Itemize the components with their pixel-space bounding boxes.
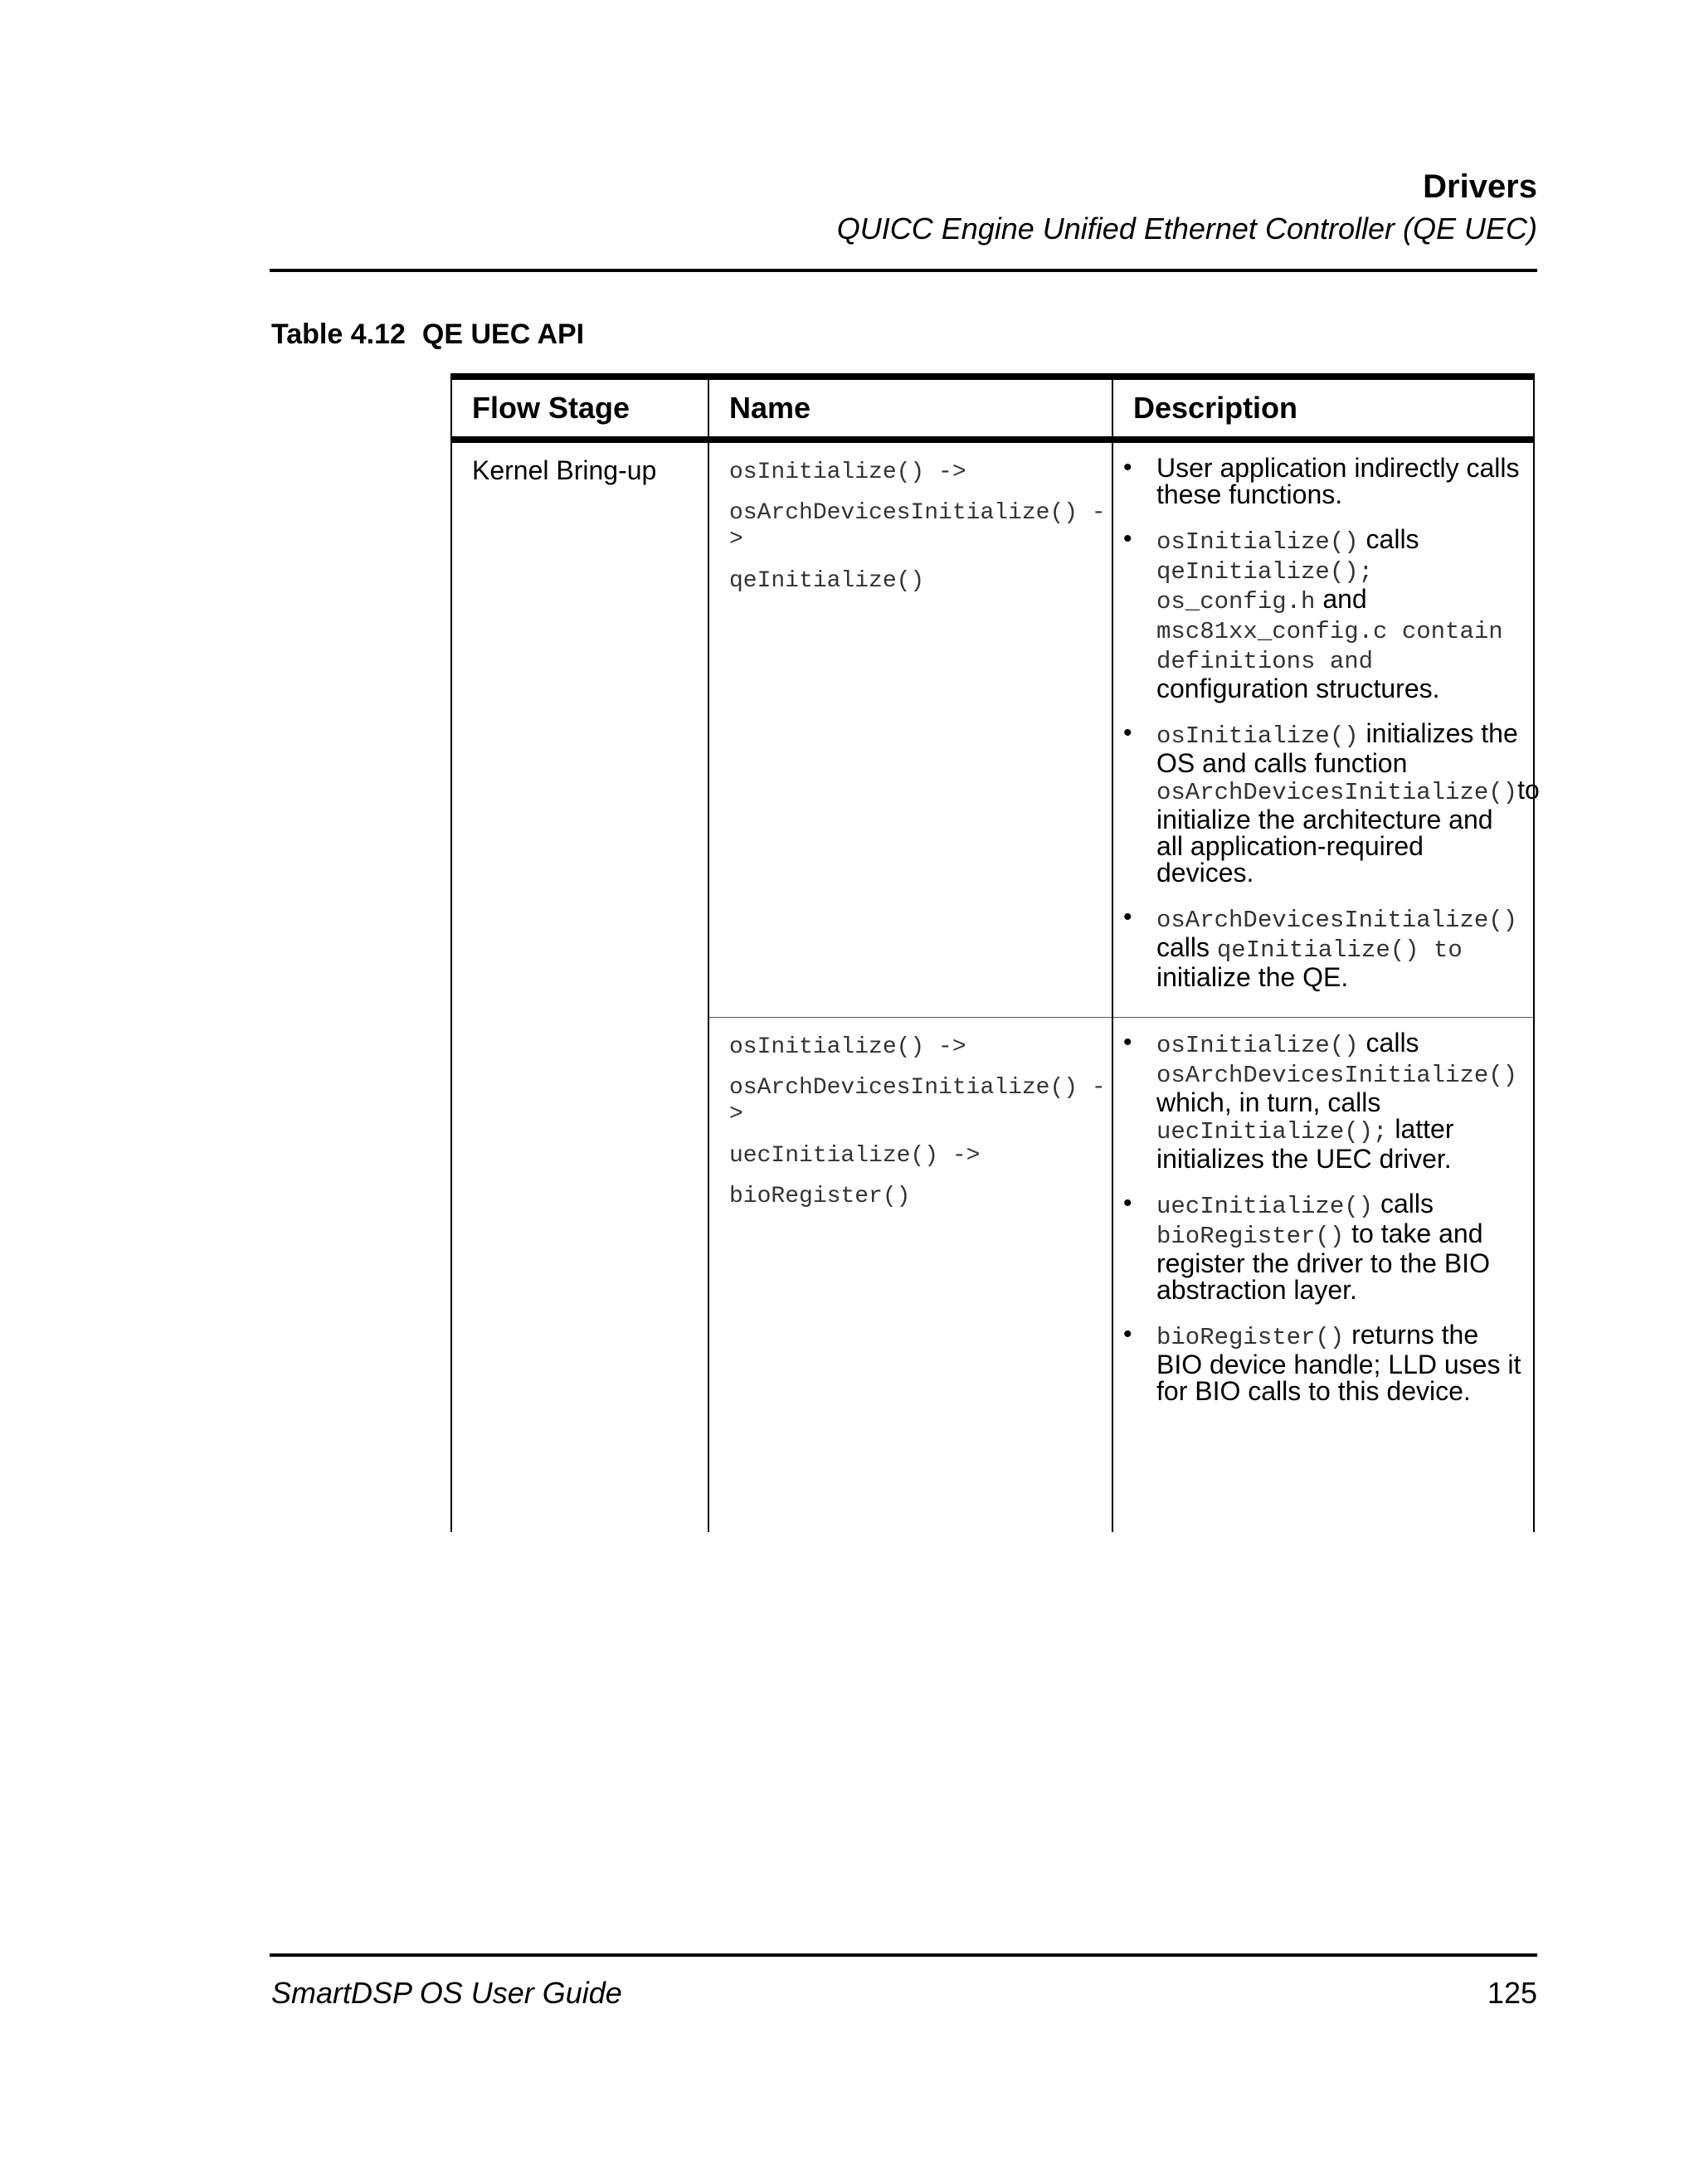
- footer-rule: [270, 1953, 1537, 1957]
- function-call: osInitialize() ->: [729, 460, 966, 485]
- description-cell: [1112, 440, 1540, 1018]
- inline-code: qeInitialize(); os_config.h: [1156, 558, 1374, 615]
- column-header-flow-stage: Flow Stage: [451, 377, 708, 440]
- inline-code: osInitialize(): [1156, 528, 1359, 556]
- description-text: calls: [1373, 1189, 1434, 1218]
- name-cell: [708, 440, 1112, 1018]
- description-text: calls: [1358, 524, 1419, 554]
- function-call: bioRegister(): [729, 1183, 911, 1209]
- column-header-name: Name: [708, 377, 1112, 440]
- description-bullet: [1156, 718, 1540, 888]
- description-text: latter initializes the UEC driver.: [1156, 1114, 1454, 1174]
- table-caption: [271, 319, 584, 351]
- page-number: 125: [1487, 1976, 1537, 2010]
- inline-code: bioRegister(): [1156, 1223, 1345, 1250]
- description-bullet: [1156, 526, 1525, 702]
- table-number: Table 4.12: [271, 319, 406, 350]
- table-title: QE UEC API: [421, 319, 585, 350]
- inline-code: osInitialize(): [1156, 722, 1359, 750]
- column-header-description: Description: [1112, 377, 1534, 440]
- description-list: [1156, 453, 1540, 992]
- inline-code: osArchDevicesInitialize(): [1156, 1062, 1518, 1089]
- function-call: osArchDevicesInitialize() ->: [729, 1075, 1106, 1128]
- description-text: calls: [1156, 932, 1217, 962]
- description-text: initialize the QE.: [1156, 962, 1349, 992]
- function-call: osArchDevicesInitialize() ->: [729, 500, 1106, 553]
- description-bullet: [1156, 1321, 1525, 1404]
- description-bullet: [1156, 455, 1525, 508]
- function-call: uecInitialize() ->: [729, 1142, 981, 1169]
- name-cell: [708, 1018, 1112, 1533]
- description-bullet: [1156, 904, 1525, 990]
- description-text: calls: [1358, 1028, 1419, 1058]
- inline-code: msc81xx_config.c contain definitions and: [1156, 618, 1503, 675]
- description-list: [1156, 1029, 1525, 1404]
- inline-code: uecInitialize(): [1156, 1193, 1374, 1220]
- function-call: qeInitialize(): [729, 567, 925, 594]
- function-call: osInitialize() ->: [729, 1034, 966, 1060]
- description-text: to initialize the architecture and all application-required devices.: [1156, 775, 1540, 888]
- description-cell: [1112, 1018, 1534, 1533]
- description-text: returns the BIO device handle; LLD uses it for BIO calls to this device.: [1156, 1320, 1521, 1406]
- description-bullet: [1156, 1190, 1525, 1303]
- description-bullet: [1156, 1029, 1525, 1172]
- inline-code: osArchDevicesInitialize(): [1156, 779, 1518, 806]
- description-text: which, in turn, calls: [1156, 1087, 1381, 1117]
- description-text: configuration structures.: [1156, 674, 1440, 703]
- description-text: initializes the OS and calls function: [1156, 718, 1518, 778]
- description-text: and: [1315, 584, 1367, 614]
- inline-code: osArchDevicesInitialize(): [1156, 907, 1518, 934]
- inline-code: uecInitialize();: [1156, 1118, 1388, 1146]
- table-row: [451, 440, 1534, 1018]
- api-table: [450, 373, 1540, 1532]
- description-text: User application indirectly calls these functions.: [1156, 453, 1520, 509]
- inline-code: qeInitialize() to: [1216, 936, 1463, 964]
- flow-stage-cell: Kernel Bring-up: [451, 440, 708, 1532]
- header-rule: [270, 269, 1537, 272]
- inline-code: bioRegister(): [1156, 1324, 1345, 1351]
- description-text: to take and register the driver to the BIO abstraction layer.: [1156, 1218, 1490, 1305]
- inline-code: osInitialize(): [1156, 1032, 1359, 1059]
- footer-title: SmartDSP OS User Guide: [271, 1976, 622, 2010]
- section-title: QUICC Engine Unified Ethernet Controller (QE UEC): [836, 212, 1537, 246]
- chapter-title: Drivers: [1423, 168, 1537, 205]
- table-header-row: [451, 377, 1534, 440]
